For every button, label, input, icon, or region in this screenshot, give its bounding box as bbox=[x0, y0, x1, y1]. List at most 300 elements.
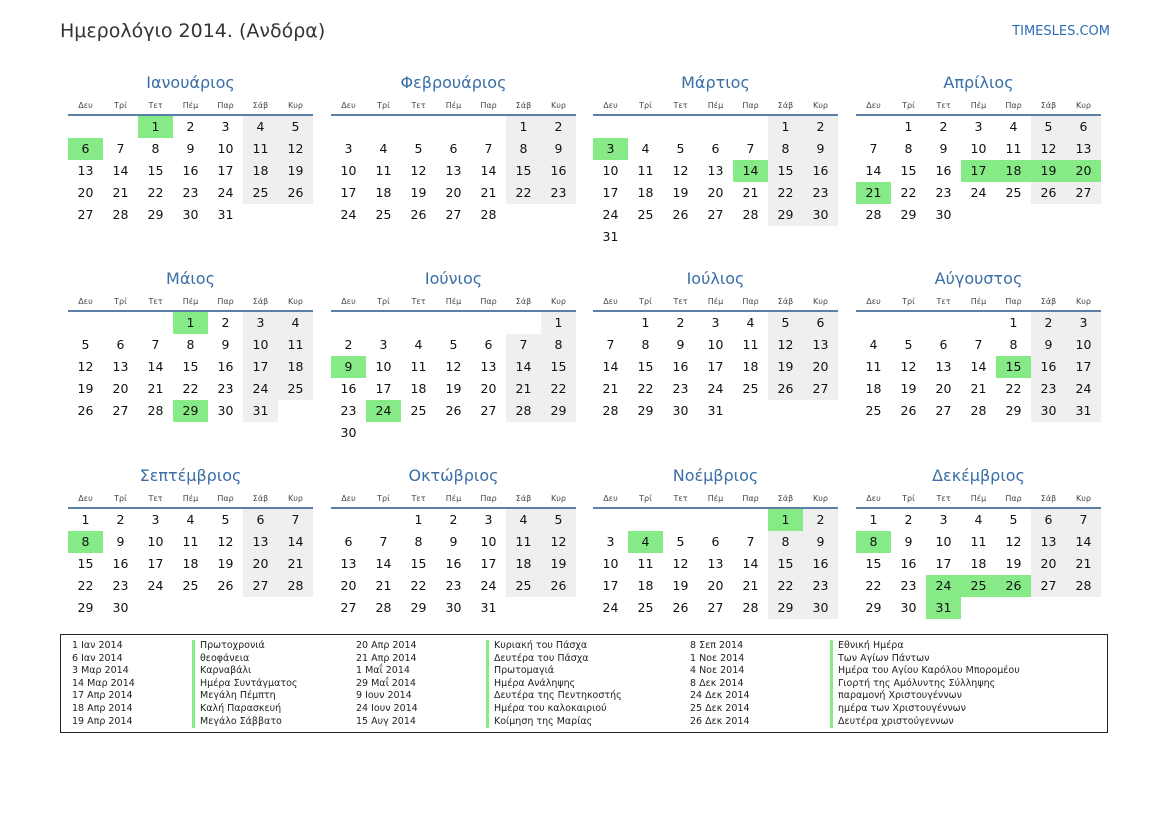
day-cell: 4 bbox=[746, 315, 755, 330]
holiday-date: 1 Μαΐ 2014 bbox=[356, 665, 410, 677]
day-cell: 24 bbox=[480, 578, 497, 593]
holiday-day-cell: 1 bbox=[173, 312, 208, 334]
day-cell: 9 bbox=[939, 141, 948, 156]
day-cell: 29 bbox=[637, 403, 654, 418]
day-cell: 13 bbox=[803, 334, 838, 356]
empty-cell bbox=[471, 422, 506, 444]
day-cell: 19 bbox=[541, 553, 576, 575]
week-row bbox=[331, 312, 576, 334]
weekday-label: Παρ bbox=[480, 101, 497, 110]
empty-cell bbox=[628, 509, 663, 531]
day-cell: 30 bbox=[935, 207, 952, 222]
holiday-day-cell: 15 bbox=[996, 356, 1031, 378]
weekday-header bbox=[856, 296, 1101, 312]
weekday-label: Σάβ bbox=[777, 494, 794, 503]
holiday-day-cell: 18 bbox=[996, 160, 1031, 182]
day-cell: 25 bbox=[506, 575, 541, 597]
day-cell: 4 bbox=[414, 337, 423, 352]
empty-cell bbox=[401, 422, 436, 444]
day-cell: 16 bbox=[182, 163, 199, 178]
day-cell: 4 bbox=[278, 312, 313, 334]
day-cell: 10 bbox=[707, 337, 724, 352]
day-cell: 16 bbox=[803, 160, 838, 182]
day-cell: 12 bbox=[672, 163, 689, 178]
weekday-label: Παρ bbox=[1005, 494, 1022, 503]
empty-cell bbox=[856, 116, 891, 138]
week-row bbox=[68, 182, 313, 204]
weekday-label: Τετ bbox=[673, 101, 688, 110]
day-cell: 18 bbox=[742, 359, 759, 374]
empty-cell bbox=[401, 116, 436, 138]
day-cell: 28 bbox=[480, 207, 497, 222]
day-cell: 2 bbox=[1031, 312, 1066, 334]
empty-cell bbox=[471, 116, 506, 138]
week-row bbox=[68, 312, 313, 334]
weekday-label: Παρ bbox=[1005, 297, 1022, 306]
holiday-name: Καλή Παρασκευή bbox=[200, 702, 282, 714]
week-row bbox=[68, 204, 313, 226]
day-cell: 27 bbox=[480, 403, 497, 418]
empty-cell bbox=[961, 204, 996, 226]
day-cell: 15 bbox=[182, 359, 199, 374]
weekday-label: Σάβ bbox=[1040, 494, 1057, 503]
day-cell: 7 bbox=[278, 509, 313, 531]
weekday-header bbox=[331, 296, 576, 312]
week-row bbox=[593, 334, 838, 356]
day-cell: 23 bbox=[803, 575, 838, 597]
weekday-label: Σάβ bbox=[515, 101, 532, 110]
day-cell: 27 bbox=[340, 600, 357, 615]
day-cell: 13 bbox=[707, 163, 724, 178]
day-cell: 5 bbox=[1009, 512, 1018, 527]
weekday-label: Δευ bbox=[78, 494, 93, 503]
day-cell: 21 bbox=[970, 381, 987, 396]
day-cell: 19 bbox=[672, 185, 689, 200]
empty-cell bbox=[663, 509, 698, 531]
day-cell: 26 bbox=[672, 207, 689, 222]
day-cell: 28 bbox=[970, 403, 987, 418]
day-cell: 4 bbox=[243, 116, 278, 138]
day-cell: 22 bbox=[147, 185, 164, 200]
day-cell: 25 bbox=[243, 182, 278, 204]
week-row bbox=[593, 116, 838, 138]
day-cell: 15 bbox=[506, 160, 541, 182]
day-cell: 3 bbox=[939, 512, 948, 527]
weekday-label: Δευ bbox=[341, 101, 356, 110]
day-cell: 12 bbox=[410, 163, 427, 178]
weekday-label: Κυρ bbox=[813, 101, 828, 110]
empty-cell bbox=[138, 597, 173, 619]
day-cell: 14 bbox=[970, 359, 987, 374]
day-cell: 18 bbox=[637, 185, 654, 200]
empty-cell bbox=[541, 204, 576, 226]
month-calendar bbox=[856, 72, 1101, 226]
day-cell: 7 bbox=[116, 141, 125, 156]
holiday-day-cell: 4 bbox=[628, 531, 663, 553]
day-cell: 20 bbox=[77, 185, 94, 200]
day-cell: 9 bbox=[1031, 334, 1066, 356]
day-cell: 24 bbox=[1066, 378, 1101, 400]
weekday-label: Τρί bbox=[377, 297, 390, 306]
day-cell: 11 bbox=[278, 334, 313, 356]
empty-cell bbox=[331, 312, 366, 334]
empty-cell bbox=[593, 509, 628, 531]
day-cell: 11 bbox=[243, 138, 278, 160]
empty-cell bbox=[698, 116, 733, 138]
weekday-label: Πέμ bbox=[970, 101, 987, 110]
day-cell: 20 bbox=[935, 381, 952, 396]
week-row bbox=[68, 138, 313, 160]
day-cell: 28 bbox=[506, 400, 541, 422]
weekday-label: Δευ bbox=[341, 297, 356, 306]
day-cell: 3 bbox=[221, 119, 230, 134]
day-cell: 30 bbox=[900, 600, 917, 615]
holiday-name: Γιορτή της Αμόλυντης Σύλληψης bbox=[838, 677, 996, 689]
week-row bbox=[856, 400, 1101, 422]
day-cell: 28 bbox=[602, 403, 619, 418]
day-cell: 14 bbox=[506, 356, 541, 378]
weekday-label: Τρί bbox=[639, 101, 652, 110]
day-cell: 14 bbox=[112, 163, 129, 178]
day-cell: 29 bbox=[1005, 403, 1022, 418]
day-cell: 16 bbox=[217, 359, 234, 374]
weekday-label: Πέμ bbox=[445, 101, 462, 110]
day-cell: 18 bbox=[182, 556, 199, 571]
day-cell: 9 bbox=[186, 141, 195, 156]
day-cell: 14 bbox=[147, 359, 164, 374]
holiday-name: Ημέρα Συντάγματος bbox=[200, 677, 298, 689]
day-cell: 7 bbox=[869, 141, 878, 156]
weekday-label: Πέμ bbox=[182, 297, 199, 306]
day-cell: 13 bbox=[340, 556, 357, 571]
day-cell: 19 bbox=[410, 185, 427, 200]
day-cell: 1 bbox=[414, 512, 423, 527]
empty-cell bbox=[68, 116, 103, 138]
weekday-label: Τετ bbox=[411, 101, 426, 110]
day-cell: 17 bbox=[217, 163, 234, 178]
day-cell: 16 bbox=[935, 163, 952, 178]
page-title: Ημερολόγιο 2014. (Ανδόρα) bbox=[60, 20, 326, 42]
day-cell: 4 bbox=[506, 509, 541, 531]
holiday-day-cell: 17 bbox=[961, 160, 996, 182]
day-cell: 30 bbox=[340, 425, 357, 440]
day-cell: 9 bbox=[221, 337, 230, 352]
day-cell: 7 bbox=[1066, 509, 1101, 531]
day-cell: 24 bbox=[970, 185, 987, 200]
empty-cell bbox=[366, 422, 401, 444]
empty-cell bbox=[436, 312, 471, 334]
empty-cell bbox=[366, 312, 401, 334]
day-cell: 21 bbox=[112, 185, 129, 200]
day-cell: 21 bbox=[375, 578, 392, 593]
holiday-date: 24 Δεκ 2014 bbox=[690, 690, 750, 702]
day-cell: 5 bbox=[81, 337, 90, 352]
weekday-label: Τετ bbox=[148, 297, 163, 306]
week-row bbox=[68, 400, 313, 422]
day-cell: 13 bbox=[935, 359, 952, 374]
day-cell: 31 bbox=[217, 207, 234, 222]
holiday-dates-col-1 bbox=[72, 640, 135, 728]
weekday-label: Παρ bbox=[480, 297, 497, 306]
day-cell: 5 bbox=[904, 337, 913, 352]
day-cell: 25 bbox=[182, 578, 199, 593]
holiday-names-col-1 bbox=[192, 640, 297, 728]
weekday-label: Τετ bbox=[936, 494, 951, 503]
empty-cell bbox=[506, 312, 541, 334]
empty-cell bbox=[366, 509, 401, 531]
week-row bbox=[593, 378, 838, 400]
weekday-label: Τρί bbox=[114, 297, 127, 306]
day-cell: 13 bbox=[243, 531, 278, 553]
day-cell: 20 bbox=[340, 578, 357, 593]
day-cell: 27 bbox=[112, 403, 129, 418]
day-cell: 17 bbox=[602, 578, 619, 593]
week-row bbox=[856, 204, 1101, 226]
day-cell: 25 bbox=[865, 403, 882, 418]
day-cell: 27 bbox=[803, 378, 838, 400]
week-row bbox=[331, 509, 576, 531]
weekday-label: Παρ bbox=[1005, 101, 1022, 110]
empty-cell bbox=[698, 226, 733, 248]
weekday-header bbox=[331, 100, 576, 116]
day-cell: 10 bbox=[375, 359, 392, 374]
day-cell: 23 bbox=[541, 182, 576, 204]
month-calendar bbox=[68, 268, 313, 422]
day-cell: 27 bbox=[935, 403, 952, 418]
week-row bbox=[68, 553, 313, 575]
day-cell: 15 bbox=[410, 556, 427, 571]
week-row bbox=[856, 356, 1101, 378]
day-cell: 8 bbox=[768, 138, 803, 160]
day-cell: 3 bbox=[484, 512, 493, 527]
holiday-day-cell: 6 bbox=[68, 138, 103, 160]
day-cell: 5 bbox=[414, 141, 423, 156]
holiday-name: Πρωτομαγιά bbox=[494, 665, 555, 677]
weekday-label: Πέμ bbox=[182, 494, 199, 503]
day-cell: 11 bbox=[410, 359, 427, 374]
holiday-day-cell: 14 bbox=[733, 160, 768, 182]
day-cell: 8 bbox=[506, 138, 541, 160]
day-cell: 5 bbox=[676, 534, 685, 549]
day-cell: 27 bbox=[1031, 575, 1066, 597]
day-cell: 25 bbox=[1005, 185, 1022, 200]
day-cell: 10 bbox=[243, 334, 278, 356]
weekday-label: Πέμ bbox=[182, 101, 199, 110]
empty-cell bbox=[768, 400, 803, 422]
empty-cell bbox=[541, 422, 576, 444]
month-name: Μάιος bbox=[166, 269, 215, 288]
day-cell: 19 bbox=[77, 381, 94, 396]
weekday-header bbox=[593, 100, 838, 116]
day-cell: 20 bbox=[243, 553, 278, 575]
day-cell: 20 bbox=[803, 356, 838, 378]
holiday-day-cell: 1 bbox=[138, 116, 173, 138]
day-cell: 10 bbox=[970, 141, 987, 156]
day-cell: 1 bbox=[869, 512, 878, 527]
week-row bbox=[593, 138, 838, 160]
week-row bbox=[331, 531, 576, 553]
day-cell: 16 bbox=[1031, 356, 1066, 378]
day-cell: 17 bbox=[935, 556, 952, 571]
day-cell: 20 bbox=[1031, 553, 1066, 575]
week-row bbox=[856, 531, 1101, 553]
day-cell: 24 bbox=[217, 185, 234, 200]
day-cell: 10 bbox=[340, 163, 357, 178]
weekday-label: Δευ bbox=[603, 494, 618, 503]
holiday-name: Καρναβάλι bbox=[200, 665, 252, 677]
day-cell: 22 bbox=[77, 578, 94, 593]
day-cell: 29 bbox=[865, 600, 882, 615]
week-row bbox=[68, 160, 313, 182]
empty-cell bbox=[856, 312, 891, 334]
day-cell: 19 bbox=[1005, 556, 1022, 571]
holiday-name: Μεγάλο Σάββατο bbox=[200, 715, 282, 727]
day-cell: 5 bbox=[768, 312, 803, 334]
empty-cell bbox=[768, 226, 803, 248]
day-cell: 19 bbox=[445, 381, 462, 396]
holiday-date: 1 Νοε 2014 bbox=[690, 652, 745, 664]
day-cell: 2 bbox=[803, 116, 838, 138]
weekday-label: Κυρ bbox=[551, 494, 566, 503]
day-cell: 17 bbox=[602, 185, 619, 200]
holiday-day-cell: 21 bbox=[856, 182, 891, 204]
day-cell: 9 bbox=[803, 531, 838, 553]
day-cell: 22 bbox=[182, 381, 199, 396]
weekday-label: Κυρ bbox=[1076, 101, 1091, 110]
day-cell: 5 bbox=[221, 512, 230, 527]
weekday-label: Τετ bbox=[148, 494, 163, 503]
empty-cell bbox=[173, 597, 208, 619]
week-row bbox=[593, 160, 838, 182]
day-cell: 7 bbox=[484, 141, 493, 156]
day-cell: 16 bbox=[803, 553, 838, 575]
day-cell: 2 bbox=[186, 119, 195, 134]
day-cell: 1 bbox=[81, 512, 90, 527]
week-row bbox=[331, 553, 576, 575]
week-row bbox=[331, 160, 576, 182]
weekday-label: Τρί bbox=[902, 101, 915, 110]
day-cell: 6 bbox=[711, 534, 720, 549]
day-cell: 31 bbox=[602, 229, 619, 244]
day-cell: 26 bbox=[672, 600, 689, 615]
empty-cell bbox=[961, 597, 996, 619]
day-cell: 7 bbox=[746, 534, 755, 549]
day-cell: 4 bbox=[869, 337, 878, 352]
day-cell: 12 bbox=[900, 359, 917, 374]
empty-cell bbox=[663, 226, 698, 248]
empty-cell bbox=[401, 312, 436, 334]
weekday-label: Τρί bbox=[114, 101, 127, 110]
day-cell: 9 bbox=[449, 534, 458, 549]
site-link[interactable]: TIMESLES.COM bbox=[1012, 24, 1110, 39]
weekday-label: Κυρ bbox=[288, 494, 303, 503]
day-cell: 31 bbox=[480, 600, 497, 615]
day-cell: 11 bbox=[375, 163, 392, 178]
day-cell: 15 bbox=[768, 553, 803, 575]
holiday-day-cell: 8 bbox=[68, 531, 103, 553]
day-cell: 11 bbox=[970, 534, 987, 549]
day-cell: 3 bbox=[151, 512, 160, 527]
empty-cell bbox=[698, 509, 733, 531]
day-cell: 17 bbox=[243, 356, 278, 378]
weekday-label: Δευ bbox=[78, 297, 93, 306]
weekday-label: Κυρ bbox=[813, 494, 828, 503]
day-cell: 31 bbox=[707, 403, 724, 418]
empty-cell bbox=[471, 312, 506, 334]
empty-cell bbox=[243, 597, 278, 619]
weekday-label: Δευ bbox=[866, 101, 881, 110]
week-row bbox=[856, 182, 1101, 204]
holiday-name: Πρωτοχρονιά bbox=[200, 640, 265, 651]
holiday-name: Κοίμηση της Μαρίας bbox=[494, 715, 593, 727]
weekday-label: Δευ bbox=[78, 101, 93, 110]
day-cell: 14 bbox=[602, 359, 619, 374]
day-cell: 4 bbox=[974, 512, 983, 527]
empty-cell bbox=[663, 116, 698, 138]
empty-cell bbox=[331, 116, 366, 138]
empty-cell bbox=[103, 116, 138, 138]
day-cell: 16 bbox=[340, 381, 357, 396]
week-row bbox=[856, 138, 1101, 160]
day-cell: 24 bbox=[243, 378, 278, 400]
day-cell: 19 bbox=[768, 356, 803, 378]
day-cell: 6 bbox=[116, 337, 125, 352]
month-calendar bbox=[856, 465, 1101, 619]
day-cell: 16 bbox=[900, 556, 917, 571]
day-cell: 15 bbox=[77, 556, 94, 571]
day-cell: 23 bbox=[217, 381, 234, 396]
day-cell: 14 bbox=[742, 556, 759, 571]
day-cell: 28 bbox=[1066, 575, 1101, 597]
empty-cell bbox=[961, 312, 996, 334]
weekday-label: Πέμ bbox=[445, 297, 462, 306]
weekday-header bbox=[856, 493, 1101, 509]
empty-cell bbox=[803, 226, 838, 248]
empty-cell bbox=[68, 312, 103, 334]
day-cell: 19 bbox=[900, 381, 917, 396]
week-row bbox=[331, 400, 576, 422]
holiday-date: 24 Ιουν 2014 bbox=[356, 702, 418, 714]
day-cell: 3 bbox=[344, 141, 353, 156]
weekday-label: Σάβ bbox=[252, 297, 269, 306]
day-cell: 30 bbox=[803, 204, 838, 226]
weekday-label: Τρί bbox=[639, 297, 652, 306]
day-cell: 25 bbox=[637, 600, 654, 615]
holiday-date: 20 Απρ 2014 bbox=[356, 640, 417, 651]
day-cell: 11 bbox=[865, 359, 882, 374]
week-row bbox=[331, 422, 576, 444]
month-calendar bbox=[856, 268, 1101, 422]
month-name: Απρίλιος bbox=[943, 73, 1014, 92]
day-cell: 8 bbox=[541, 334, 576, 356]
day-cell: 18 bbox=[278, 356, 313, 378]
day-cell: 12 bbox=[445, 359, 462, 374]
weekday-header bbox=[68, 296, 313, 312]
day-cell: 12 bbox=[1031, 138, 1066, 160]
weekday-label: Παρ bbox=[742, 297, 759, 306]
day-cell: 18 bbox=[410, 381, 427, 396]
weekday-label: Τετ bbox=[936, 297, 951, 306]
holiday-name: Κυριακή του Πάσχα bbox=[494, 640, 588, 651]
weekday-label: Σάβ bbox=[252, 494, 269, 503]
day-cell: 10 bbox=[1066, 334, 1101, 356]
day-cell: 26 bbox=[278, 182, 313, 204]
holiday-date: 29 Μαΐ 2014 bbox=[356, 677, 416, 689]
empty-cell bbox=[506, 422, 541, 444]
empty-cell bbox=[436, 116, 471, 138]
holiday-date: 21 Απρ 2014 bbox=[356, 652, 417, 664]
holiday-date: 6 Ιαν 2014 bbox=[72, 652, 123, 664]
